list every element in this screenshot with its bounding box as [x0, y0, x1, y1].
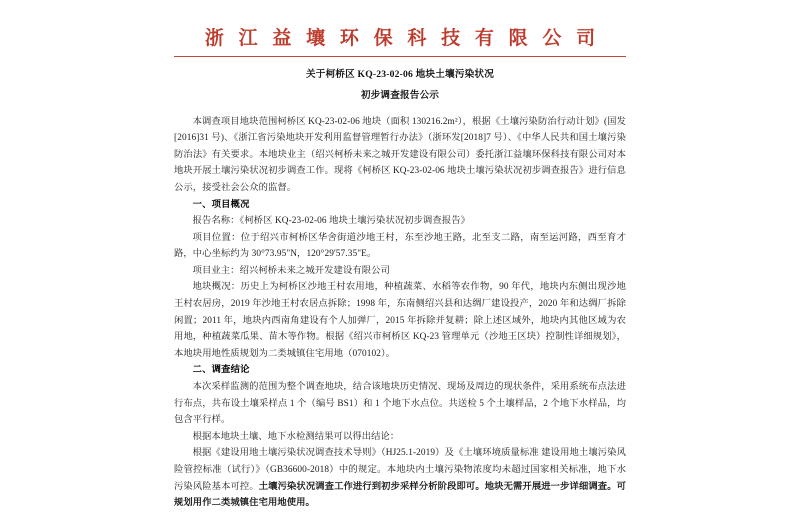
conclusion-standards-text: 根据《建设用地土壤污染状况调查技术导则》（HJ25.1-2019）及《土壤环境质量标准 建设用地土壤污染风险管控标准（试行）》（GB36600-2018）中的规定。本地块内土壤污染物浓度均未超过国家相关标准，地下水污染风险基本可控。 [174, 448, 626, 492]
project-location-line: 项目位置：位于绍兴市柯桥区华舍街道沙地王村，东至沙地王路，北至支二路，南至运河路，西至育才路，中心坐标约为 30°73.95"N，120°29'57.35"E。 [174, 232, 626, 260]
report-name-line: 报告名称：《柯桥区 KQ-23-02-06 地块土壤污染状况初步调查报告》 [192, 216, 471, 227]
conclusion-paragraph [174, 445, 626, 511]
letterhead-divider [174, 56, 626, 57]
company-letterhead-title: 浙 江 益 壤 环 保 科 技 有 限 公 司 [204, 28, 601, 49]
sampling-scope-paragraph: 本次采样监测的范围为整个调查地块，结合该地块历史情况、现场及周边的现状条件，采用系统布点法进行布点，共布设土壤采样点 1 个（编号 BS1）和 1 个地下水点位。共送检 5 个土壤样品，2 个地下水样品，均包含平行样。 [174, 382, 626, 426]
project-owner-line: 项目业主：绍兴柯桥未来之城开发建设有限公司 [192, 265, 390, 276]
section-two-heading: 二、调查结论 [192, 365, 250, 376]
report-subtitle-line-2: 初步调查报告公示 [360, 90, 440, 102]
report-subtitle-line-1: 关于柯桥区 KQ-23-02-06 地块土壤污染状况 [305, 68, 494, 80]
section-one-heading: 一、项目概况 [192, 199, 250, 210]
conclusion-recommendation-text: 土壤污染状况调查工作进行到初步采样分析阶段即可。地块无需开展进一步详细调查。可规划用作二类城镇住宅用地使用。 [174, 481, 627, 509]
document-content [174, 0, 626, 512]
intro-paragraph: 本调查项目地块范围柯桥区 KQ-23-02-06 地块（面积 130216.2m²），根据《土壤污染防治行动计划》(国发[2016]31 号)、《浙江省污染地块开发利用监督管理暂行办法》（浙环发[2018]7 号）、《中华人民共和国土壤污染防治法》有关要求。本地块业主（绍兴柯桥未来之城开发建设有限公司）委托浙江益壤环保科技有限公司对本地块开展土壤污染状况初步调查工作。现将《柯桥区 KQ-23-02-06 地块土壤污染状况初步调查报告》进行信息公示，接受社会公众的监督。 [174, 116, 626, 193]
conclusion-lead-paragraph: 根据本地块土壤、地下水检测结果可以得出结论： [192, 431, 400, 442]
site-overview-line: 地块概况：历史上为柯桥区沙地王村农用地，种植蔬菜、水稻等农作物，90 年代，地块内东侧出现沙地王村农居房，2019 年沙地王村农居点拆除；1998 年，东南侧绍兴县和达绸厂建设投产，2020 年和达绸厂拆除闲置；2011 年，地块内西南角建设有个人加弹厂，2015 年拆除并复耕；除上述区域外，地块内其他区域为农用地，种植蔬菜瓜果、苗木等作物。根据《绍兴市柯桥区 KQ-23 管理单元（沙地王区块）控制性详细规划》，本地块用地性质规划为二类城镇住宅用地（070102）。 [174, 282, 626, 359]
